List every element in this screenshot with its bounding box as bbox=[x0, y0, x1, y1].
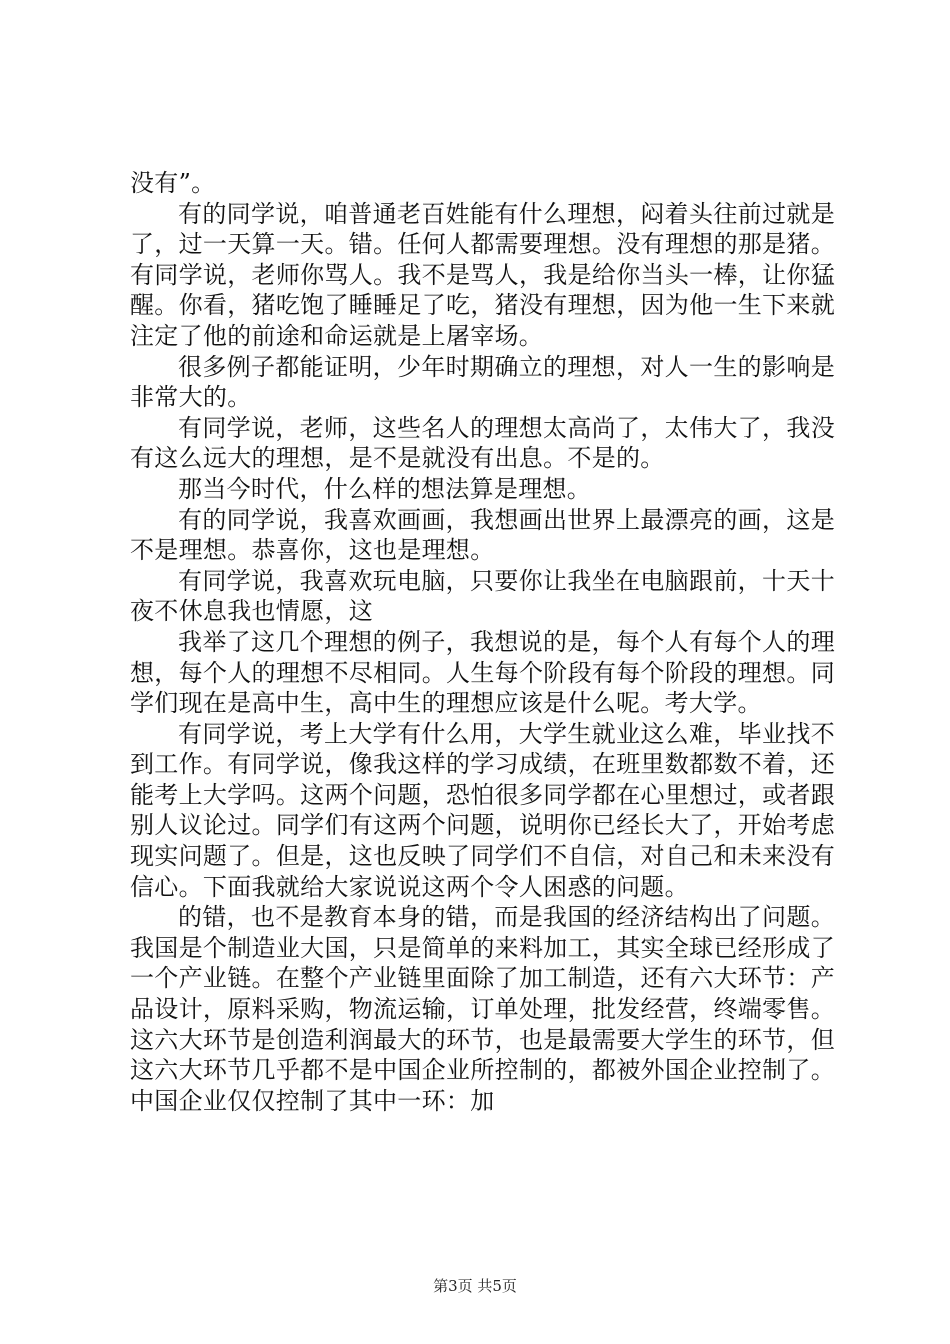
paragraph-8: 我举了这几个理想的例子，我想说的是，每个人有每个人的理想，每个人的理想不尽相同。人生每个阶段有每个阶段的理想。同学们现在是高中生，高中生的理想应该是什么呢。考大学。 bbox=[130, 627, 835, 718]
paragraph-5: 那当今时代，什么样的想法算是理想。 bbox=[178, 474, 592, 503]
paragraph-1: 没有”。 bbox=[130, 169, 216, 197]
paragraph-7: 有同学说，我喜欢玩电脑，只要你让我坐在电脑跟前，十天十夜不休息我也情愿，这 bbox=[130, 566, 835, 626]
page-number: 第3页 共5页 bbox=[433, 1277, 517, 1295]
paragraph-9: 有同学说，考上大学有什么用，大学生就业这么难，毕业找不到工作。有同学说，像我这样的学习成绩，在班里数都数不着，还能考上大学吗。这两个问题，恐怕很多同学都在心里想过，或者跟别人议论过。同学们有这两个问题，说明你已经长大了，开始考虑现实问题了。但是，这也反映了同学们不自信，对自己和未来没有信心。下面我就给大家说说这两个令人困惑的问题。 bbox=[130, 719, 835, 901]
paragraph-2: 有的同学说，咱普通老百姓能有什么理想，闷着头往前过就是了，过一天算一天。错。任何人都需要理想。没有理想的那是猪。有同学说，老师你骂人。我不是骂人，我是给你当头一棒，让你猛醒。你看，猪吃饱了睡睡足了吃，猪没有理想，因为他一生下来就注定了他的前途和命运就是上屠宰场。 bbox=[130, 199, 835, 350]
document-body bbox=[130, 168, 835, 1116]
paragraph-10: 的错，也不是教育本身的错，而是我国的经济结构出了问题。我国是个制造业大国，只是简单的来料加工，其实全球已经形成了一个产业链。在整个产业链里面除了加工制造，还有六大环节：产品设计，原料采购，物流运输，订单处理，批发经营，终端零售。这六大环节是创造利润最大的环节，也是最需要大学生的环节，但这六大环节几乎都不是中国企业所控制的，都被外国企业控制了。中国企业仅仅控制了其中一环：加 bbox=[130, 903, 835, 1115]
paragraph-3: 很多例子都能证明，少年时期确立的理想，对人一生的影响是非常大的。 bbox=[130, 352, 835, 412]
paragraph-6: 有的同学说，我喜欢画画，我想画出世界上最漂亮的画，这是不是理想。恭喜你，这也是理想。 bbox=[130, 505, 835, 565]
paragraph-4: 有同学说，老师，这些名人的理想太高尚了，太伟大了，我没有这么远大的理想，是不是就没有出息。不是的。 bbox=[130, 413, 835, 473]
page-footer bbox=[0, 1275, 950, 1296]
